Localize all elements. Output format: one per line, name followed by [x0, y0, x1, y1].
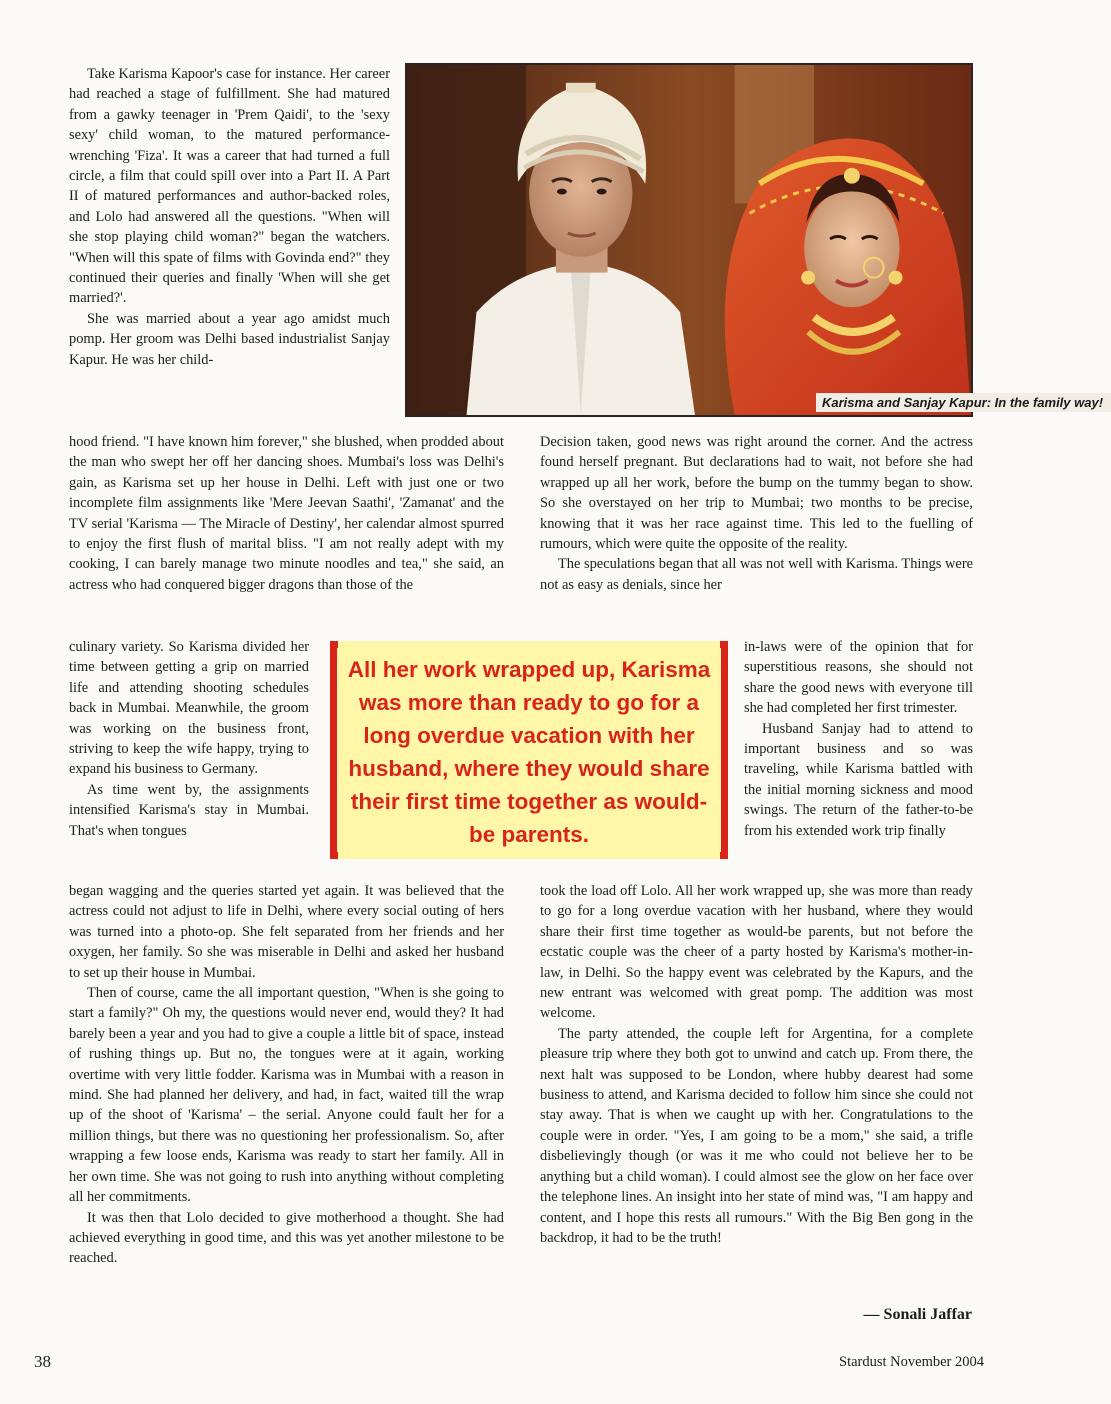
article-col2-bottom: [540, 881, 973, 1248]
pull-quote-bracket-right: [720, 641, 728, 859]
wedding-photo: [405, 63, 1104, 417]
article-paragraph: took the load off Lolo. All her work wrapped up, she was more than ready to go for a long overdue vacation with her husband, where they would share their first time together as would-be parents, but not before the ecstatic couple was the cheer of a party hosted by Karisma's mother-in-law, in Delhi. So the happy event was celebrated by the Kapurs, and the new entrant was welcomed with great pomp. The addition was most welcome.: [540, 883, 973, 1022]
article-col1-top: [69, 64, 390, 370]
article-paragraph: began wagging and the queries started yet again. It was believed that the actress could not adjust to life in Delhi, where every social outing of hers was turned into a photo-op. She felt separated from her friends and her oxygen, her family. So she was miserable in Delhi and asked her husband to set up their house in Mumbai.: [69, 883, 504, 981]
page-number: 38: [34, 1352, 51, 1371]
article-col2-narrow: [744, 637, 973, 841]
article-paragraph: Decision taken, good news was right around the corner. And the actress found herself pregnant. But declarations had to wait, not before she had wrapped up all her work, before the bump on the tummy began to show. So she overstayed on her trip to Mumbai; two months to be precise, knowing that it was her race against time. This led to the fuelling of rumours, which were quite the opposite of the reality.: [540, 434, 973, 553]
photo-caption: Karisma and Sanjay Kapur: In the family way!: [816, 393, 1111, 412]
article-paragraph: It was then that Lolo decided to give motherhood a thought. She had achieved everything in good time, and this was yet another milestone to be reached.: [69, 1209, 504, 1267]
pull-quote: All her work wrapped up, Karisma was more than ready to go for a long overdue vacation with her husband, where they would share their first time together as would-be parents.: [330, 641, 728, 859]
wedding-photo-illustration: [407, 65, 971, 415]
article-paragraph: The party attended, the couple left for Argentina, for a complete pleasure trip where they both got to unwind and catch up. From there, the next halt was supposed to be London, where hubby dearest had some business to attend, and Karisma decided to follow him since she could not stay away. That is when we caught up with her. Congratulations to the couple were in order. "Yes, I am going to be a mom," she said, a trifle disbelievingly though (or was it me who could not believe her to be anything but a child woman). I could almost see the glow on her face over the telephone lines. An insight into her state of mind was, "I am happy and content, and I hope this rests all rumours." With the Big Ben gong in the backdrop, it had to be the truth!: [540, 1025, 973, 1246]
article-paragraph: in-laws were of the opinion that for superstitious reasons, she should not share the good news with everyone till she had completed her first trimester.: [744, 639, 973, 717]
article-col1-bottom: [69, 881, 504, 1269]
article-col2-top: [540, 432, 973, 595]
article-paragraph: As time went by, the assignments intensified Karisma's stay in Mumbai. That's when tongues: [69, 781, 309, 839]
article-paragraph: The speculations began that all was not well with Karisma. Things were not as easy as denials, since her: [540, 556, 973, 593]
article-paragraph: She was married about a year ago amidst much pomp. Her groom was Delhi based industrialist Sanjay Kapur. He was her child-: [69, 310, 390, 368]
article-paragraph: hood friend. "I have known him forever," she blushed, when prodded about the man who swept her off her dancing shoes. Mumbai's loss was Delhi's gain, as Karisma set up her house in Delhi. Left with just one or two incomplete film assignments like 'Mere Jeevan Saathi', 'Zamanat' and the TV serial 'Karisma — The Miracle of Destiny', her calendar almost spurred to enjoy the first flush of marital bliss. "I am not really adept with my cooking, I can barely manage two minute noodles and tea," she said, an actress who had conquered bigger dragons than those of the: [69, 434, 504, 593]
article-col1-wide: [69, 432, 504, 595]
article-col1-narrow: [69, 637, 309, 841]
article-paragraph: Then of course, came the all important question, "When is she going to start a family?" Oh my, the questions would never end, would they? It had barely been a year and you had to give a couple a little bit of space, instead of rushing things up. But no, the tongues were at it again, working overtime with very little fodder. Karisma was in Mumbai with a reason in mind. She had planned her delivery, and had, in fact, waited till the wrap up of the shoot of 'Karisma' – the serial. Anyone could fault her for a million things, but there was no questioning her professionalism. So, after wrapping a few loose ends, Karisma was ready to start her family. All in her own time. She was not going to rush into anything without completing all her commitments.: [69, 985, 504, 1206]
byline: — Sonali Jaffar: [863, 1306, 972, 1323]
article-paragraph: Take Karisma Kapoor's case for instance. Her career had reached a stage of fulfillment. She had matured from a gawky teenager in 'Prem Qaidi', to the 'sexy sexy' child woman, to the matured performance-wrenching 'Fiza'. It was a career that had turned a full circle, a film that could spill over into a Part II. A Part II of matured performances and author-backed roles, and Lolo had answered all the questions. "When will she stop playing child woman?" began the watchers. "When will this spate of films with Govinda end?" they continued their queries and finally 'When will she get married?'.: [69, 66, 390, 307]
magazine-issue: Stardust November 2004: [839, 1354, 984, 1370]
pull-quote-bracket-left: [330, 641, 338, 859]
article-paragraph: Husband Sanjay had to attend to important business and so was traveling, while Karisma battled with the initial morning sickness and mood swings. The return of the father-to-be from his extended work trip finally: [744, 720, 973, 839]
article-paragraph: culinary variety. So Karisma divided her time between getting a grip on married life and attending shooting schedules back in Mumbai. Meanwhile, the groom was working on the business front, striving to keep the wife happy, trying to expand his business to Germany.: [69, 639, 309, 778]
